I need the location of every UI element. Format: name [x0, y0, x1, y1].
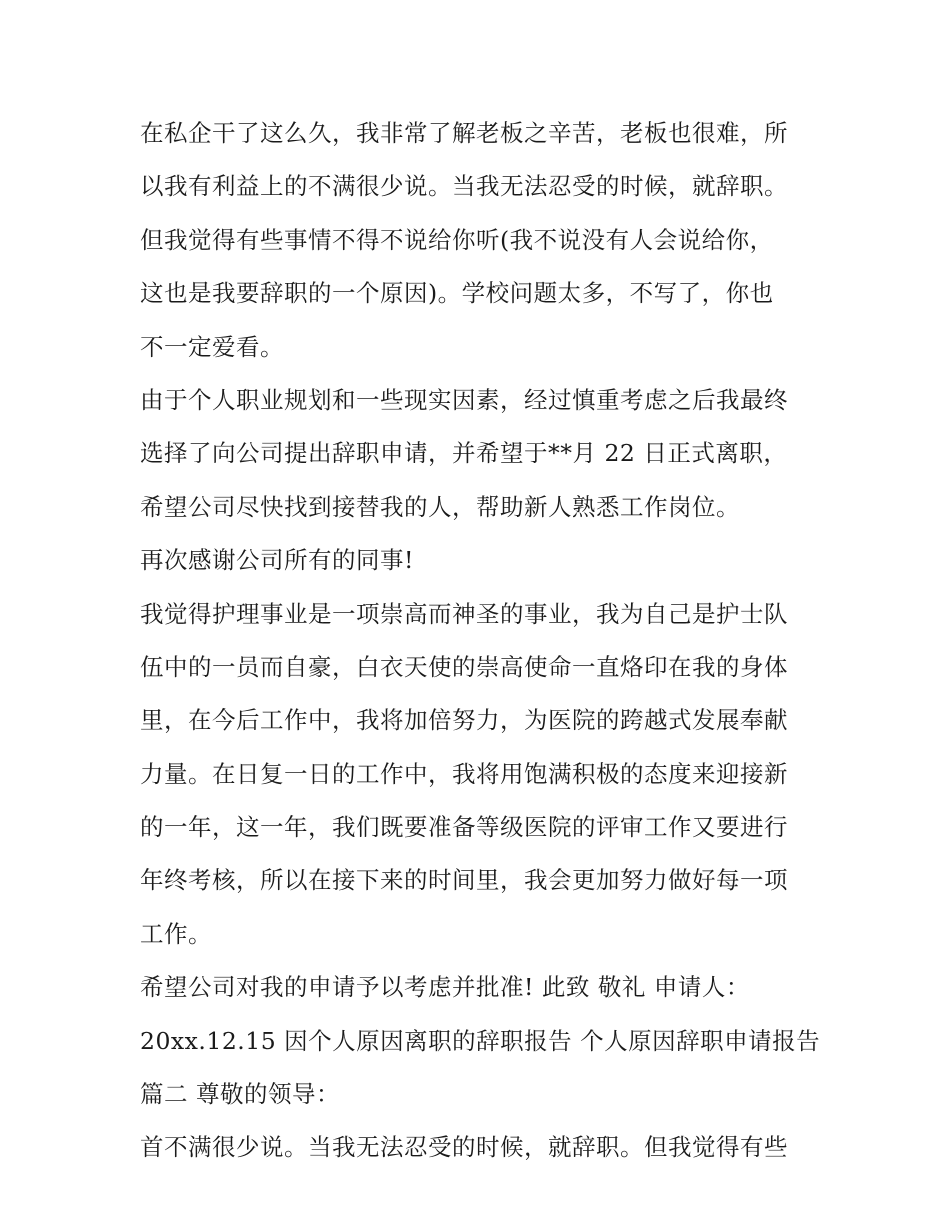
text-line: 选择了向公司提出辞职申请，并希望于**月 22 日正式离职，: [140, 439, 788, 468]
text-line: 不一定爱看。: [140, 332, 284, 361]
text-line: 年终考核，所以在接下来的时间里，我会更加努力做好每一项: [140, 866, 788, 895]
text-line: 希望公司尽快找到接替我的人，帮助新人熟悉工作岗位。: [140, 492, 740, 521]
text-line: 希望公司对我的申请予以考虑并批准! 此致 敬礼 申请人：: [140, 973, 750, 1002]
text-line: 由于个人职业规划和一些现实因素，经过慎重考虑之后我最终: [140, 385, 788, 414]
text-line: 20xx.12.15 因个人原因离职的辞职报告 个人原因辞职申请报告: [140, 1026, 821, 1055]
text-line: 的一年，这一年，我们既要准备等级医院的评审工作又要进行: [140, 813, 788, 842]
text-line: 以我有利益上的不满很少说。当我无法忍受的时候，就辞职。: [140, 172, 788, 201]
text-line: 再次感谢公司所有的同事!: [140, 546, 414, 575]
text-line: 伍中的一员而自豪，白衣天使的崇高使命一直烙印在我的身体: [140, 652, 788, 681]
text-line: 在私企干了这么久，我非常了解老板之辛苦，老板也很难，所: [140, 119, 788, 147]
document-body: [140, 107, 830, 1175]
text-line: 这也是我要辞职的一个原因)。学校问题太多，不写了，你也: [140, 279, 774, 308]
text-line: 但我觉得有些事情不得不说给你听(我不说没有人会说给你，: [140, 225, 774, 254]
text-line: 首不满很少说。当我无法忍受的时候，就辞职。但我觉得有些: [140, 1133, 788, 1162]
text-line: 力量。在日复一日的工作中，我将用饱满积极的态度来迎接新: [140, 759, 788, 788]
text-line: 里，在今后工作中，我将加倍努力，为医院的跨越式发展奉献: [140, 706, 788, 735]
text-line: 我觉得护理事业是一项崇高而神圣的事业，我为自己是护士队: [140, 599, 788, 628]
text-line: 篇二 尊敬的领导：: [140, 1080, 340, 1109]
text-line: 工作。: [140, 919, 212, 948]
